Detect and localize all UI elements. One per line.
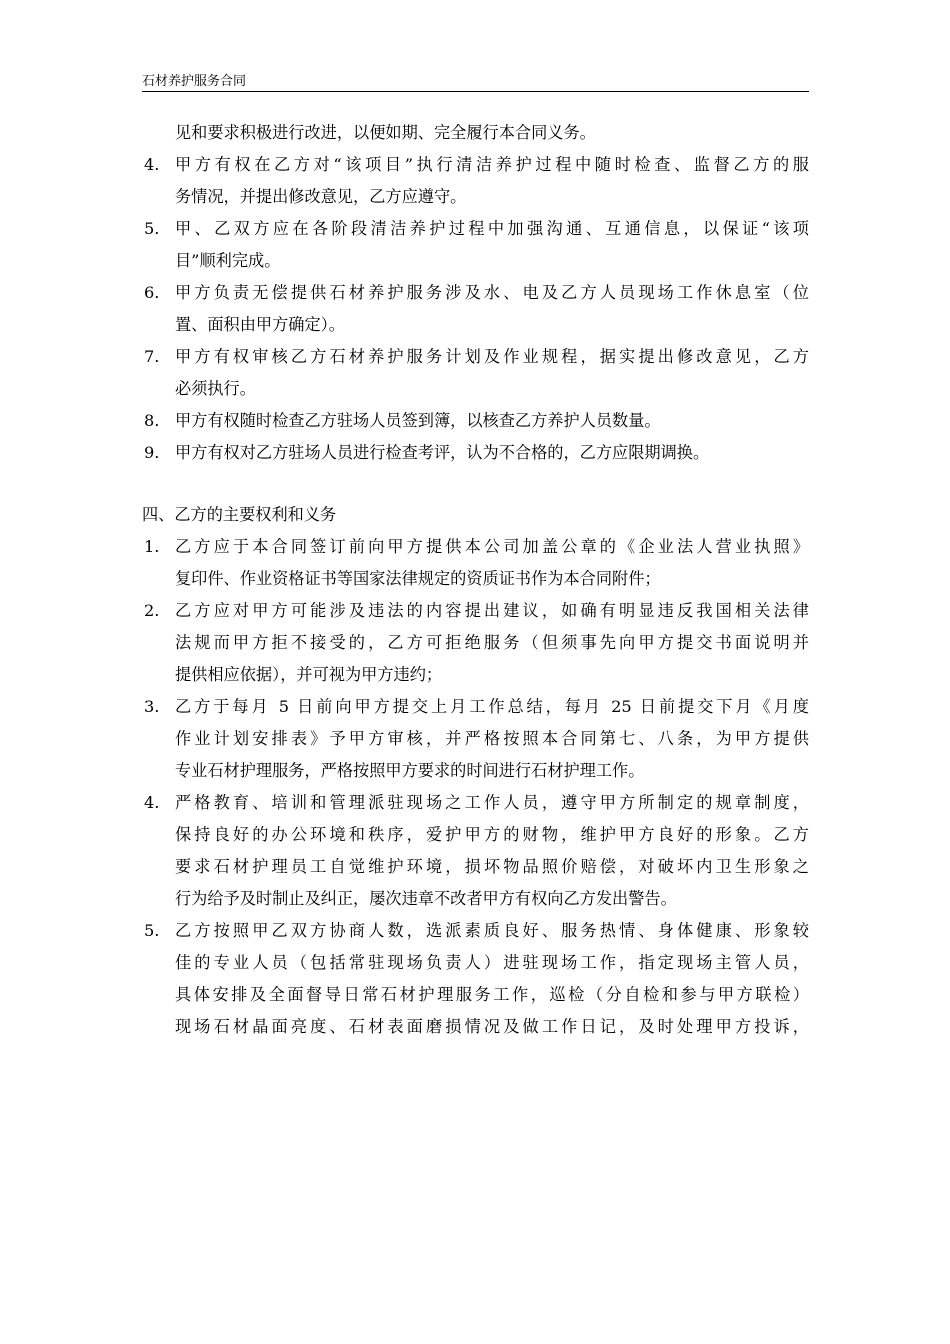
item-text: 甲方有权审核乙方石材养护服务计划及作业规程，据实提出修改意见，乙方	[175, 347, 809, 366]
item-text: 务情况，并提出修改意见，乙方应遵守。	[175, 187, 467, 206]
item-text: 现场石材晶面亮度、石材表面磨损情况及做工作日记，及时处理甲方投诉，	[175, 1017, 809, 1036]
item-number: 4.	[144, 793, 160, 812]
item-text: 要求石材护理员工自觉维护环境，损坏物品照价赔偿，对破坏内卫生形象之	[175, 857, 809, 876]
section-heading: 四、乙方的主要权利和义务	[142, 505, 337, 524]
page-header: 石材养护服务合同	[142, 74, 809, 92]
item-text: 行为给予及时制止及纠正，屡次违章不改者甲方有权向乙方发出警告。	[175, 889, 677, 908]
list-item	[142, 405, 809, 437]
item-text: 甲、乙双方应在各阶段清洁养护过程中加强沟通、互通信息，以保证“该项	[175, 219, 809, 238]
continuation-line	[142, 117, 809, 149]
item-text: 保持良好的办公环境和秩序，爱护甲方的财物，维护甲方良好的形象。乙方	[175, 825, 809, 844]
item-text: 甲方有权随时检查乙方驻场人员签到簿，以核查乙方养护人员数量。	[175, 411, 661, 430]
list-item	[142, 341, 809, 405]
item-text: 专业石材护理服务，严格按照甲方要求的时间进行石材护理工作。	[175, 761, 645, 780]
item-text: 甲方有权对乙方驻场人员进行检查考评，认为不合格的，乙方应限期调换。	[175, 443, 710, 462]
item-text: 法规而甲方拒不接受的，乙方可拒绝服务（但须事先向甲方提交书面说明并	[175, 633, 809, 652]
item-text: 复印件、作业资格证书等国家法律规定的资质证书作为本合同附件；	[175, 569, 661, 588]
item-text: 严格教育、培训和管理派驻现场之工作人员，遵守甲方所制定的规章制度，	[175, 793, 809, 812]
item-text: 提供相应依据），并可视为甲方违约；	[175, 665, 443, 684]
section-spacer	[142, 469, 809, 499]
list-item	[142, 437, 809, 469]
item-number: 9.	[144, 443, 160, 462]
item-text: 置、面积由甲方确定）。	[175, 315, 345, 334]
list-item	[142, 915, 809, 1043]
item-number: 5.	[144, 219, 160, 238]
item-number: 7.	[144, 347, 160, 366]
continuation-text: 见和要求积极进行改进，以便如期、完全履行本合同义务。	[175, 123, 596, 142]
item-text: 目”顺利完成。	[175, 251, 281, 270]
item-number: 2.	[144, 601, 160, 620]
item-text: 佳的专业人员（包括常驻现场负责人）进驻现场工作，指定现场主管人员，	[175, 953, 809, 972]
list-item	[142, 277, 809, 341]
item-text: 乙方应于本合同签订前向甲方提供本公司加盖公章的《企业法人营业执照》	[175, 537, 809, 556]
item-text: 甲方有权在乙方对“该项目”执行清洁养护过程中随时检查、监督乙方的服	[175, 155, 809, 174]
document-body	[142, 117, 809, 1043]
item-text: 必须执行。	[175, 379, 256, 398]
item-number: 6.	[144, 283, 160, 302]
list-item	[142, 691, 809, 787]
item-number: 4.	[144, 155, 160, 174]
list-item	[142, 531, 809, 595]
item-number: 5.	[144, 921, 160, 940]
list-item	[142, 595, 809, 691]
item-text: 乙方应对甲方可能涉及违法的内容提出建议，如确有明显违反我国相关法律	[175, 601, 809, 620]
list-item	[142, 787, 809, 915]
section-heading-line	[142, 499, 809, 531]
list-item	[142, 213, 809, 277]
item-text: 具体安排及全面督导日常石材护理服务工作，巡检（分自检和参与甲方联检）	[175, 985, 809, 1004]
item-text: 乙方于每月 5 日前向甲方提交上月工作总结，每月 25 日前提交下月《月度	[175, 697, 809, 716]
item-number: 1.	[144, 537, 160, 556]
item-number: 8.	[144, 411, 160, 430]
list-item	[142, 149, 809, 213]
item-text: 甲方负责无偿提供石材养护服务涉及水、电及乙方人员现场工作休息室（位	[175, 283, 809, 302]
item-text: 作业计划安排表》予甲方审核，并严格按照本合同第七、八条，为甲方提供	[175, 729, 809, 748]
item-text: 乙方按照甲乙双方协商人数，选派素质良好、服务热情、身体健康、形象较	[175, 921, 809, 940]
item-number: 3.	[144, 697, 160, 716]
